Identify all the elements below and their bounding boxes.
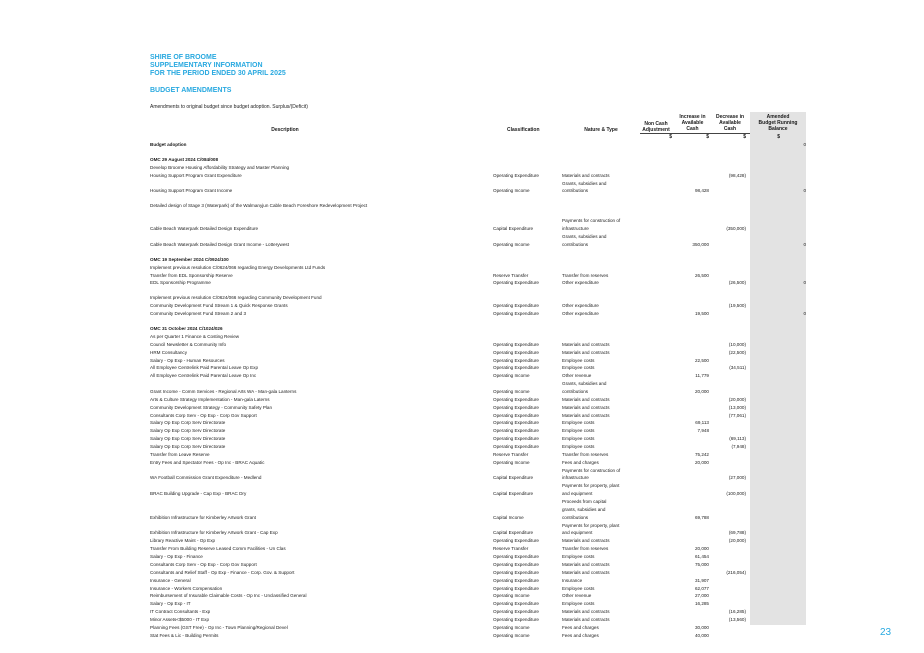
col-noncash: Non Cash Adjustment <box>642 121 670 133</box>
row-nature: Other revenue <box>562 373 592 379</box>
col-classification: Classification <box>507 127 540 133</box>
section-subtitle: Amendments to original budget since budget adoption. Surplus/(Deficit) <box>150 104 308 110</box>
row-classification: Operating Income <box>493 459 530 465</box>
row-balance: 0 <box>803 311 806 317</box>
row-description: Transfer from EDL Sponsorship Reserve <box>150 272 233 278</box>
row-nature: Materials and contracts <box>562 538 610 544</box>
row-nature: Payments for construction of <box>562 218 621 224</box>
row-nature: Employee costs <box>562 601 595 607</box>
row-balance: 0 <box>803 188 806 194</box>
row-classification: Operating Expenditure <box>493 538 539 544</box>
row-description: Detailed design of Stage 3 (Waterpark) of the Walmanyjun Cable Beach Foreshore Redevelopment Project <box>150 203 368 209</box>
row-classification: Operating Expenditure <box>493 311 539 317</box>
row-classification: Operating Expenditure <box>493 396 539 402</box>
row-nature: Employee costs <box>562 436 595 442</box>
row-classification: Capital Expenditure <box>493 475 534 481</box>
row-nature: Other expenditure <box>562 303 599 309</box>
row-nature: Other revenue <box>562 593 592 599</box>
row-classification: Operating Expenditure <box>493 585 539 591</box>
row-nature: Employee costs <box>562 428 595 434</box>
row-nature: Payments for construction of <box>562 467 621 473</box>
row-classification: Capital Expenditure <box>493 530 534 536</box>
row-nature: infrastructure <box>562 226 589 232</box>
row-nature: Transfer from reserves <box>562 272 609 278</box>
row-nature: grants, subsidies and <box>562 506 606 512</box>
col-increase: Increase in Available Cash <box>679 114 706 132</box>
row-increase: 75,000 <box>694 561 709 567</box>
row-description: All Employee Centrelink Paid Parental Leave Op Exp <box>150 365 259 371</box>
row-decrease: (13,560) <box>728 616 746 622</box>
row-decrease: (20,000) <box>728 396 746 402</box>
row-description: Salary Op Exp Corp Serv Directorate <box>150 436 226 442</box>
report-period: FOR THE PERIOD ENDED 30 APRIL 2025 <box>150 70 286 77</box>
row-increase: 20,000 <box>694 389 709 394</box>
row-classification: Operating Expenditure <box>493 601 539 607</box>
row-classification: Reserve Transfer <box>493 451 529 457</box>
row-decrease: (69,113) <box>729 436 746 442</box>
row-description: Salary - Op Exp - Human Resources <box>150 357 225 363</box>
row-description: Cable Beach Waterpark Detailed Design Expenditure <box>150 226 259 232</box>
row-description: Salary Op Exp Corp Serv Directorate <box>150 420 226 426</box>
row-balance: 0 <box>803 280 806 286</box>
row-description: Minor Assets<$5000 - IT Exp <box>150 616 210 622</box>
row-nature: Materials and contracts <box>562 172 610 178</box>
row-classification: Reserve Transfer <box>493 272 529 278</box>
row-nature: Materials and contracts <box>562 616 610 622</box>
row-increase: 19,500 <box>694 311 709 317</box>
row-classification: Operating Expenditure <box>493 609 539 614</box>
row-nature: Materials and contracts <box>562 412 610 418</box>
row-nature: contributions <box>562 514 589 520</box>
row-description: Planning Fees (GST Free) - Op Inc - Town Planning/Regional Devel <box>150 624 288 630</box>
row-increase: 11,779 <box>695 373 709 379</box>
row-decrease: (27,000) <box>728 475 746 481</box>
row-increase: 7,948 <box>697 428 709 434</box>
row-classification: Operating Income <box>493 593 530 599</box>
row-description: WA Football Commission Grant Expenditure - Medlend <box>150 475 262 481</box>
row-nature: Materials and contracts <box>562 561 610 567</box>
row-description: As per Quarter 1 Finance & Costing Review <box>150 333 240 339</box>
row-nature: contributions <box>562 188 589 194</box>
row-classification: Operating Expenditure <box>493 404 539 410</box>
row-description: OMC 31 October 2024 C/1024/026 <box>150 326 223 332</box>
row-description: Arts & Culture Strategy Implementation - Man-gala Laterns <box>150 396 270 402</box>
row-decrease: (19,500) <box>728 303 746 309</box>
row-classification: Operating Income <box>493 188 530 194</box>
row-description: Consultants and Relief Staff - Op Exp - Finance - Corp. Gov. & Support <box>150 569 295 575</box>
row-description: Transfer from Leave Reserve <box>150 451 210 457</box>
row-increase: 20,000 <box>694 546 709 552</box>
row-description: OMC 29 August 2024 C/084/008 <box>150 157 218 162</box>
row-classification: Operating Expenditure <box>493 349 539 355</box>
row-nature: Transfer from reserves <box>562 546 609 552</box>
row-description: Stat Fees & Lic - Building Permits <box>150 632 219 638</box>
row-nature: Employee costs <box>562 357 595 363</box>
row-nature: Materials and contracts <box>562 349 610 355</box>
row-decrease: (350,000) <box>726 226 746 232</box>
row-classification: Operating Income <box>493 624 530 630</box>
row-description: Community Development Fund Stream 1 & Quick Response Grants <box>150 303 288 309</box>
row-nature: Materials and contracts <box>562 404 610 410</box>
row-description: OMC 19 September 2024 C/0924/100 <box>150 256 229 262</box>
row-decrease: (10,000) <box>728 341 746 347</box>
row-classification: Operating Expenditure <box>493 357 539 363</box>
row-nature: Payments for property, plant <box>562 483 620 489</box>
row-description: Housing Support Program Grant Income <box>150 188 233 194</box>
row-decrease: (16,285) <box>728 609 746 614</box>
row-classification: Operating Expenditure <box>493 420 539 426</box>
row-nature: Materials and contracts <box>562 341 610 347</box>
row-classification: Capital Expenditure <box>493 491 534 497</box>
row-classification: Operating Expenditure <box>493 561 539 567</box>
row-increase: 75,242 <box>694 451 709 457</box>
unit-noncash: $ <box>669 134 672 140</box>
page-number: 23 <box>880 627 892 638</box>
unit-balance: $ <box>777 134 780 140</box>
col-running-balance: Amended Budget Running Balance <box>758 114 798 132</box>
row-increase: 26,500 <box>694 272 709 278</box>
row-nature: Other expenditure <box>562 280 599 286</box>
row-increase: 69,788 <box>694 514 709 520</box>
row-description: Salary - Op Exp - Finance <box>150 554 203 559</box>
row-increase: 69,113 <box>695 420 709 426</box>
row-classification: Operating Expenditure <box>493 280 539 286</box>
row-increase: 40,000 <box>694 632 709 638</box>
row-nature: Grants, subsidies and <box>562 381 607 387</box>
row-increase: 350,000 <box>692 241 709 247</box>
report-title: SUPPLEMENTARY INFORMATION <box>150 62 263 69</box>
row-nature: Proceeds from capital <box>562 499 607 504</box>
row-decrease: (20,000) <box>728 538 746 544</box>
row-description: IT Contract Consultants - Exp <box>150 609 211 614</box>
row-description: Entry Fees and Spectator Fees - Op Inc - BRAC Aquatic <box>150 459 265 465</box>
row-description: Library Reactive Maint - Op Exp <box>150 538 216 544</box>
row-increase: 27,000 <box>694 593 709 599</box>
row-decrease: (100,000) <box>726 491 746 497</box>
row-nature: Employee costs <box>562 444 595 449</box>
row-nature: Grants, subsidies and <box>562 180 607 186</box>
row-classification: Operating Expenditure <box>493 428 539 434</box>
row-description: Exhibition Infrastructure for Kimberley Artwork Grant <box>150 514 256 520</box>
row-description: Implement previous resolution C/0624/066 regarding Community Development Fund <box>150 295 322 301</box>
row-nature: Insurance <box>562 577 583 583</box>
row-nature: Employee costs <box>562 585 595 591</box>
row-classification: Operating Expenditure <box>493 436 539 442</box>
row-increase: 31,907 <box>694 577 709 583</box>
row-classification: Operating Expenditure <box>493 577 539 583</box>
row-description: Salary Op Exp Corp Serv Directorate <box>150 428 226 434</box>
row-nature: Materials and contracts <box>562 396 610 402</box>
row-description: Community Development Fund Stream 2 and 3 <box>150 311 247 317</box>
row-description: Insurance - Workers Compensation <box>150 585 223 591</box>
row-classification: Reserve Transfer <box>493 546 529 552</box>
row-description: HRM Consultancy <box>150 349 188 355</box>
row-nature: and equipment <box>562 491 593 497</box>
row-description: All Employee Centrelink Paid Parental Leave Op Inc <box>150 373 257 379</box>
col-nature: Nature & Type <box>584 127 618 133</box>
row-classification: Operating Expenditure <box>493 303 539 309</box>
row-classification: Operating Expenditure <box>493 341 539 347</box>
row-nature: Fees and charges <box>562 624 599 630</box>
header-rule <box>640 133 750 134</box>
row-nature: Employee costs <box>562 420 595 426</box>
row-nature: Materials and contracts <box>562 609 610 614</box>
row-nature: Transfer from reserves <box>562 451 609 457</box>
row-classification: Operating Income <box>493 241 530 247</box>
row-decrease: (69,788) <box>728 530 746 536</box>
col-description: Description <box>271 127 299 133</box>
section-title: BUDGET AMENDMENTS <box>150 87 232 94</box>
row-description: Exhibition Infrastructure for Kimberley Artwork Grant - Cap Exp <box>150 530 278 536</box>
row-nature: Payments for property, plant <box>562 522 620 528</box>
row-classification: Operating Income <box>493 389 530 394</box>
row-description: Council Newsletter & Community Info <box>150 341 227 347</box>
row-nature: Other expenditure <box>562 311 599 317</box>
row-nature: Employee costs <box>562 365 595 371</box>
row-increase: 61,454 <box>694 554 709 559</box>
row-description: Consultants Corp Serv - Op Exp - Corp Gov Support <box>150 561 257 567</box>
row-classification: Operating Expenditure <box>493 172 539 178</box>
row-description: Grant Income - Comm Services - Regional Arts WA - Man-gala Lanterns <box>150 389 297 394</box>
row-decrease: (98,428) <box>728 172 746 178</box>
row-decrease: (34,511) <box>729 365 746 371</box>
row-decrease: (26,500) <box>728 280 746 286</box>
row-nature: infrastructure <box>562 475 589 481</box>
org-name: SHIRE OF BROOME <box>150 54 217 61</box>
row-classification: Operating Expenditure <box>493 569 539 575</box>
row-classification: Operating Income <box>493 373 530 379</box>
row-decrease: (22,500) <box>728 349 746 355</box>
row-balance: 0 <box>803 142 806 147</box>
row-classification: Capital Income <box>493 514 524 520</box>
row-description: EDL Sponsorship Programme <box>150 280 211 286</box>
row-increase: 20,000 <box>694 459 709 465</box>
row-description: Insurance - General <box>150 577 191 583</box>
row-description: Cable Beach Waterpark Detailed Design Grant Income - Lotterywest <box>150 241 289 247</box>
row-decrease: (7,948) <box>731 444 746 449</box>
row-increase: 62,077 <box>694 585 709 591</box>
row-nature: contributions <box>562 241 589 247</box>
row-classification: Operating Expenditure <box>493 444 539 449</box>
row-description: Transfer From Building Reserve Leased Comm Facilities - Un Clas <box>150 546 286 552</box>
row-description: Consultants Corp Serv - Op Exp - Corp Gov Support <box>150 412 257 418</box>
row-description: BRAC Building Upgrade - Cap Exp - BRAC Dry <box>150 491 247 497</box>
row-nature: Fees and charges <box>562 459 599 465</box>
row-decrease: (77,061) <box>728 412 746 418</box>
unit-increase: $ <box>706 134 709 140</box>
row-classification: Capital Expenditure <box>493 226 534 232</box>
col-decrease: Decrease in Available Cash <box>715 114 745 132</box>
row-nature: Employee costs <box>562 554 595 559</box>
row-description: Salary - Op Exp - IT <box>150 601 191 607</box>
row-increase: 98,428 <box>694 188 709 194</box>
row-classification: Operating Expenditure <box>493 554 539 559</box>
row-description: Salary Op Exp Corp Serv Directorate <box>150 444 226 449</box>
row-increase: 16,285 <box>694 601 709 607</box>
row-description: Budget adoption <box>150 142 187 147</box>
row-classification: Operating Expenditure <box>493 412 539 418</box>
row-description: Implement previous resolution C/0624/066 regarding Energy Developments Ltd Funds <box>150 264 326 270</box>
row-nature: and equipment <box>562 530 593 536</box>
row-nature: Grants, subsidies and <box>562 234 607 239</box>
row-decrease: (216,054) <box>726 569 746 575</box>
row-classification: Operating Income <box>493 632 530 638</box>
row-classification: Operating Expenditure <box>493 365 539 371</box>
row-description: Develop Broome Housing Affordability Strategy and Master Planning <box>150 164 290 170</box>
row-balance: 0 <box>803 241 806 247</box>
row-increase: 22,500 <box>694 357 709 363</box>
unit-decrease: $ <box>743 134 746 140</box>
row-description: Reimbursement of Insurable Claimable Costs - Op Inc - Unclassified General <box>150 593 307 599</box>
row-description: Community Development Strategy - Community Safety Plan <box>150 404 273 410</box>
row-classification: Operating Expenditure <box>493 616 539 622</box>
row-nature: contributions <box>562 389 589 394</box>
row-decrease: (13,000) <box>728 404 746 410</box>
row-description: Housing Support Program Grant Expenditure <box>150 172 242 178</box>
row-nature: Fees and charges <box>562 632 599 638</box>
row-increase: 30,000 <box>694 624 709 630</box>
row-nature: Materials and contracts <box>562 569 610 575</box>
